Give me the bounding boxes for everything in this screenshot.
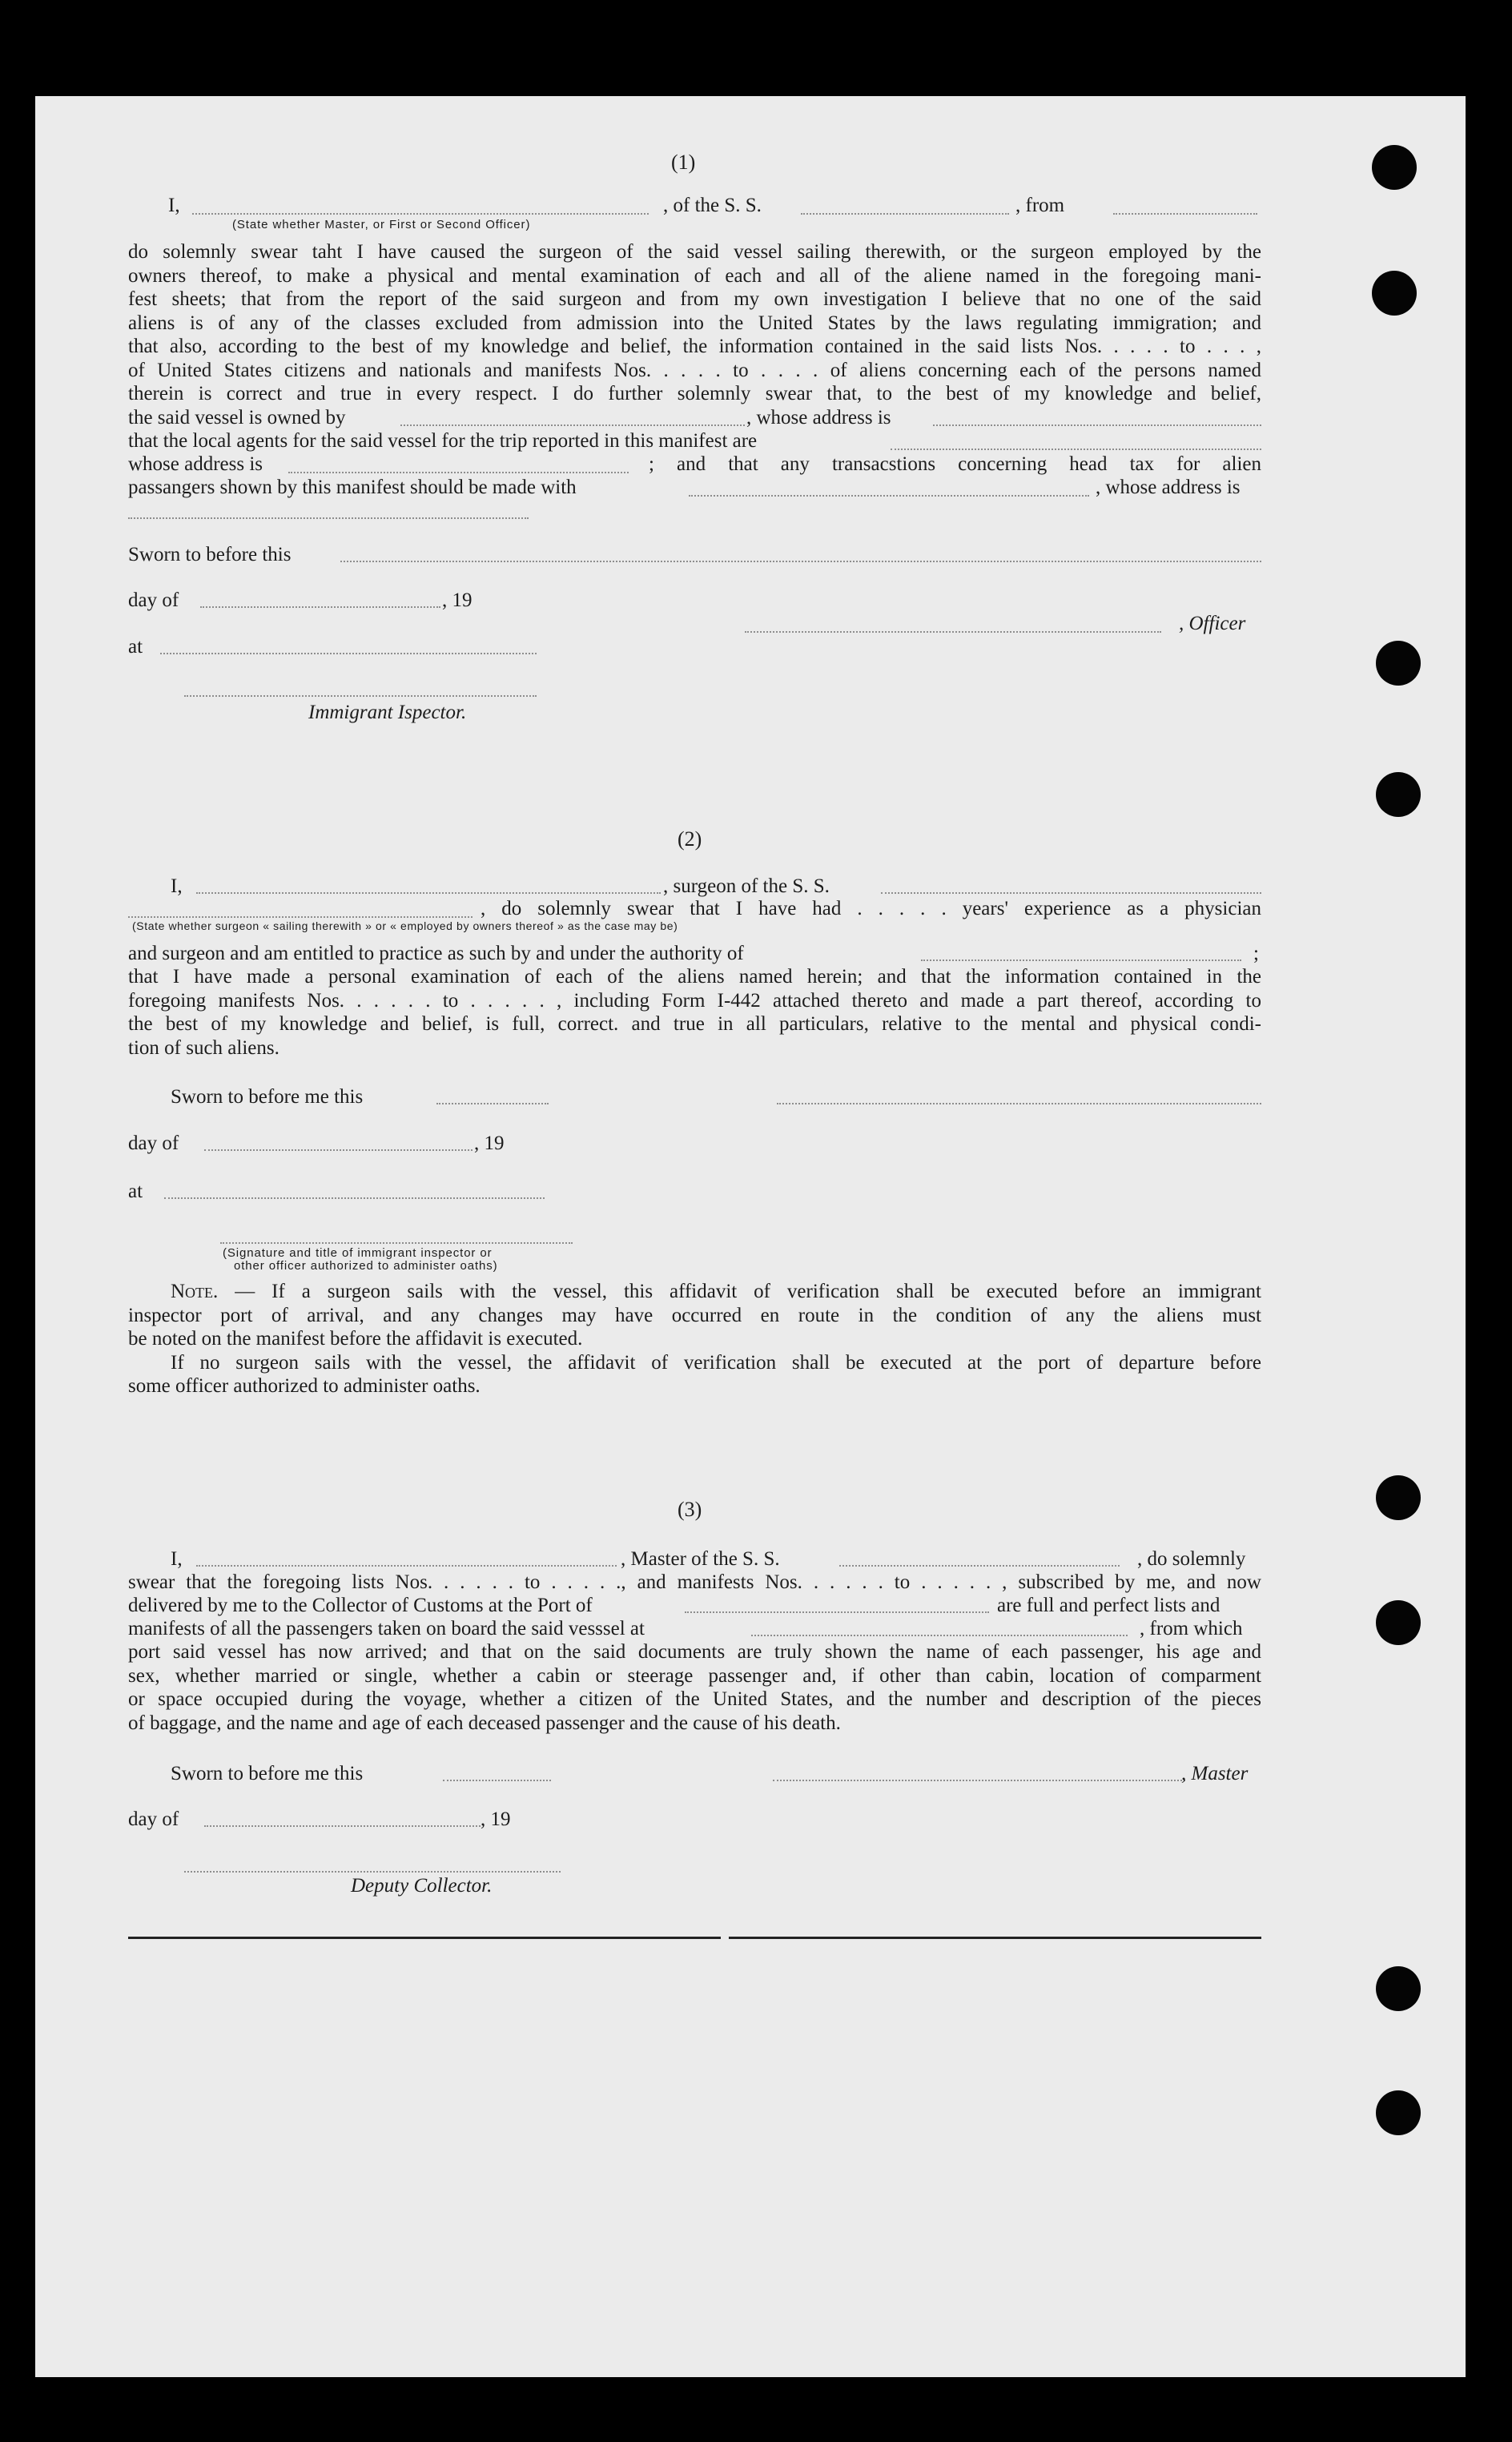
- s2-note2-line: If no surgeon sails with the vessel, the affidavit of verification shall be executed at the port of departure before: [171, 1351, 1261, 1374]
- s1-head-tax-text: ; and that any transacstions concerning head tax for alien: [649, 453, 1261, 475]
- s3-port-blank: [685, 1611, 989, 1613]
- s2-note-line: inspector port of arrival, and any changes may have occurred en route in the condition of any the aliens must: [128, 1304, 1261, 1326]
- s1-body-line: do solemnly swear taht I have caused the surgeon of the said vessel sailing therewith, or the surgeon employed by the: [128, 241, 1261, 263]
- punch-hole: [1376, 1600, 1421, 1645]
- s2-surgeon-type-note: (State whether surgeon « sailing therewith » or « employed by owners thereof » as the case may be): [132, 919, 678, 932]
- s2-note-label: Note.: [171, 1281, 219, 1302]
- s3-sworn-label: Sworn to before me this: [171, 1763, 364, 1784]
- s3-day-blank: [204, 1825, 481, 1827]
- s1-body-line: of United States citizens and nationals and manifests Nos. . . . . to . . . . of aliens concerning each of the persons named: [128, 359, 1261, 381]
- s2-at-label: at: [128, 1181, 143, 1202]
- s2-note2-line: some officer authorized to administer oaths.: [128, 1375, 481, 1397]
- s2-authority-blank: [921, 960, 1241, 961]
- s1-i-label: I,: [168, 195, 180, 216]
- s3-deputy-collector-label: Deputy Collector.: [351, 1875, 493, 1897]
- s2-sworn-blank: [436, 1103, 549, 1104]
- s1-day-of-label: day of: [128, 589, 179, 611]
- s2-surgeon-type-blank: [128, 916, 472, 918]
- s3-day-of-label: day of: [128, 1808, 179, 1830]
- s1-whose-address3-label: , whose address is: [1096, 477, 1241, 498]
- s1-day-blank: [200, 606, 440, 608]
- s2-surgeon-name-blank: [196, 892, 661, 894]
- s1-local-agents-blank: [891, 449, 1261, 450]
- punch-hole: [1376, 772, 1421, 817]
- s2-surgeon-of-label: , surgeon of the S. S.: [663, 875, 830, 897]
- s1-agent-address-blank: [288, 472, 629, 473]
- s2-inspector-signature-blank: [220, 1242, 573, 1244]
- s1-head-tax-party-blank: [689, 495, 1089, 497]
- s3-collector-signature-blank: [184, 1871, 561, 1873]
- s3-body-line: of baggage, and the name and age of each deceased passenger and the cause of his death.: [128, 1712, 841, 1734]
- s1-at-label: at: [128, 636, 143, 658]
- s2-at-blank: [164, 1197, 545, 1199]
- s1-sworn-blank: [340, 561, 1261, 562]
- s2-body-line: foregoing manifests Nos. . . . . . to . . . . . , including Form I-442 attached thereto and made a part thereof, according to: [128, 989, 1261, 1012]
- s1-whose-address2-label: whose address is: [128, 453, 263, 475]
- s2-experience-text: , do solemnly swear that I have had . . . . . years' experience as a physician: [481, 898, 1261, 919]
- section-2-heading: (2): [678, 827, 702, 851]
- punch-hole: [1376, 2090, 1421, 2135]
- s2-day-blank: [204, 1149, 472, 1151]
- s1-oath-paragraph: [128, 240, 1261, 406]
- s1-whose-address-label: , whose address is: [746, 407, 891, 428]
- s2-signature-note-1: (Signature and title of immigrant inspector or: [223, 1246, 493, 1260]
- s2-body-line: that I have made a personal examination of each of the aliens named herein; and that the information contained in the: [128, 966, 1261, 988]
- s1-body-line: that also, according to the best of my knowledge and belief, the information contained in the said lists Nos. . . . . to . . . ,: [128, 336, 1261, 357]
- s1-of-ss-label: , of the S. S.: [663, 195, 762, 216]
- s1-head-tax-address-blank: [128, 517, 529, 519]
- s2-body-line: tion of such aliens.: [128, 1036, 279, 1059]
- s1-passengers-label: passangers shown by this manifest should be made with: [128, 477, 577, 498]
- punch-hole: [1376, 641, 1421, 686]
- s2-signature-note-2: other officer authorized to administer oaths): [234, 1259, 498, 1273]
- s1-at-blank: [160, 653, 537, 654]
- s1-body-line: fest sheets; that from the report of the said surgeon and from my own investigation I believe that no one of the said: [128, 288, 1261, 310]
- s2-surgeon-signature-blank: [777, 1103, 1261, 1104]
- s1-owned-by-label: the said vessel is owned by: [128, 407, 346, 428]
- s1-officer-label: , Officer: [1179, 613, 1246, 634]
- s2-year-label: , 19: [474, 1132, 505, 1154]
- s2-and-surgeon-label: and surgeon and am entitled to practice as such by and under the authority of: [128, 943, 744, 964]
- punch-hole: [1376, 1475, 1421, 1520]
- s3-sworn-blank: [443, 1780, 551, 1781]
- s3-boarding-port-blank: [751, 1635, 1128, 1636]
- s1-from-label: , from: [1015, 195, 1065, 216]
- s2-sworn-label: Sworn to before me this: [171, 1086, 364, 1108]
- s1-local-agents-label: that the local agents for the said vessel for the trip reported in this manifest are: [128, 430, 758, 452]
- s1-from-port-blank: [1113, 213, 1257, 215]
- s3-delivered-label: delivered by me to the Collector of Customs at the Port of: [128, 1595, 593, 1616]
- s3-documents-paragraph: [128, 1640, 1261, 1735]
- s3-swear-line: swear that the foregoing lists Nos. . . . . . to . . . . ., and manifests Nos. . . . . . to . . . . . , subscribed by me, and now: [128, 1571, 1261, 1593]
- s2-day-of-label: day of: [128, 1132, 179, 1154]
- s2-body-line: the best of my knowledge and belief, is full, correct. and true in all particulars, relative to the mental and physical condi-: [128, 1013, 1261, 1035]
- s3-master-signature-blank: [773, 1780, 1185, 1781]
- s3-body-line: port said vessel has now arrived; and that on the said documents are truly shown the name of each passenger, his age and: [128, 1641, 1261, 1663]
- s2-semicolon: ;: [1253, 943, 1259, 964]
- s3-are-full-label: are full and perfect lists and: [997, 1595, 1220, 1616]
- s1-body-line: owners thereof, to make a physical and mental examination of each and all of the aliene named in the foregoing mani-: [128, 264, 1261, 287]
- s2-examination-paragraph: [128, 965, 1261, 1060]
- s3-i-label: I,: [171, 1548, 183, 1570]
- s3-from-which-label: , from which: [1140, 1618, 1243, 1639]
- s3-manifests-of-label: manifests of all the passengers taken on board the said vesssel at: [128, 1618, 645, 1639]
- s3-body-line: sex, whether married or single, whether a cabin or steerage passenger and, if other than cabin, location of comparment: [128, 1664, 1261, 1687]
- punch-hole: [1372, 145, 1417, 190]
- section-1-heading: (1): [671, 151, 696, 174]
- s2-note-paragraph: Note. — If a surgeon sails with the vessel, this affidavit of verification shall be executed before an immigrant inspector port of arrival, and any changes may have occurred en route in the condition of any the aliens must be noted on the manifest before the affidavit is executed. If no surgeon sails with the vessel, the affidavit of verification shall be executed at the port of departure before some officer authorized to administer oaths.: [128, 1281, 1261, 1397]
- s1-owner-address-blank: [933, 424, 1261, 426]
- s1-immigrant-inspector-label: Immigrant Ispector.: [308, 702, 467, 723]
- s1-sworn-label: Sworn to before this: [128, 544, 292, 565]
- s2-ship-name-blank: [881, 892, 1261, 894]
- bottom-rule-right: [729, 1937, 1261, 1939]
- section-3-heading: (3): [678, 1498, 702, 1521]
- s1-body-line: therein is correct and true in every respect. I do further solemnly swear that, to the best of my knowledge and belief,: [128, 383, 1261, 404]
- s1-ship-name-blank: [801, 213, 1009, 215]
- s3-master-name-blank: [196, 1565, 617, 1567]
- s1-state-rank-note: (State whether Master, or First or Second Officer): [232, 218, 531, 231]
- s1-owner-blank: [400, 424, 745, 426]
- s3-year-label: , 19: [481, 1808, 511, 1830]
- s3-ship-name-blank: [839, 1565, 1120, 1567]
- s1-body-line: aliens is of any of the classes excluded from admission into the United States by the laws regulating immigration; and: [128, 312, 1261, 334]
- s1-year-label: , 19: [442, 589, 472, 611]
- punch-hole: [1372, 271, 1417, 316]
- s3-do-solemnly-label: , do solemnly: [1137, 1548, 1246, 1570]
- s1-officer-signature-blank: [745, 631, 1161, 633]
- s3-master-of-label: , Master of the S. S.: [621, 1548, 780, 1570]
- s3-body-line: or space occupied during the voyage, whether a citizen of the United States, and the number and description of the pieces: [128, 1688, 1261, 1710]
- s2-i-label: I,: [171, 875, 183, 897]
- s2-note-line: be noted on the manifest before the affidavit is executed.: [128, 1328, 583, 1350]
- s1-inspector-signature-blank: [184, 695, 537, 697]
- s1-officer-rank-blank: [192, 213, 649, 215]
- bottom-rule-left: [128, 1937, 721, 1939]
- s3-master-label: , Master: [1181, 1763, 1249, 1784]
- punch-hole: [1376, 1966, 1421, 2011]
